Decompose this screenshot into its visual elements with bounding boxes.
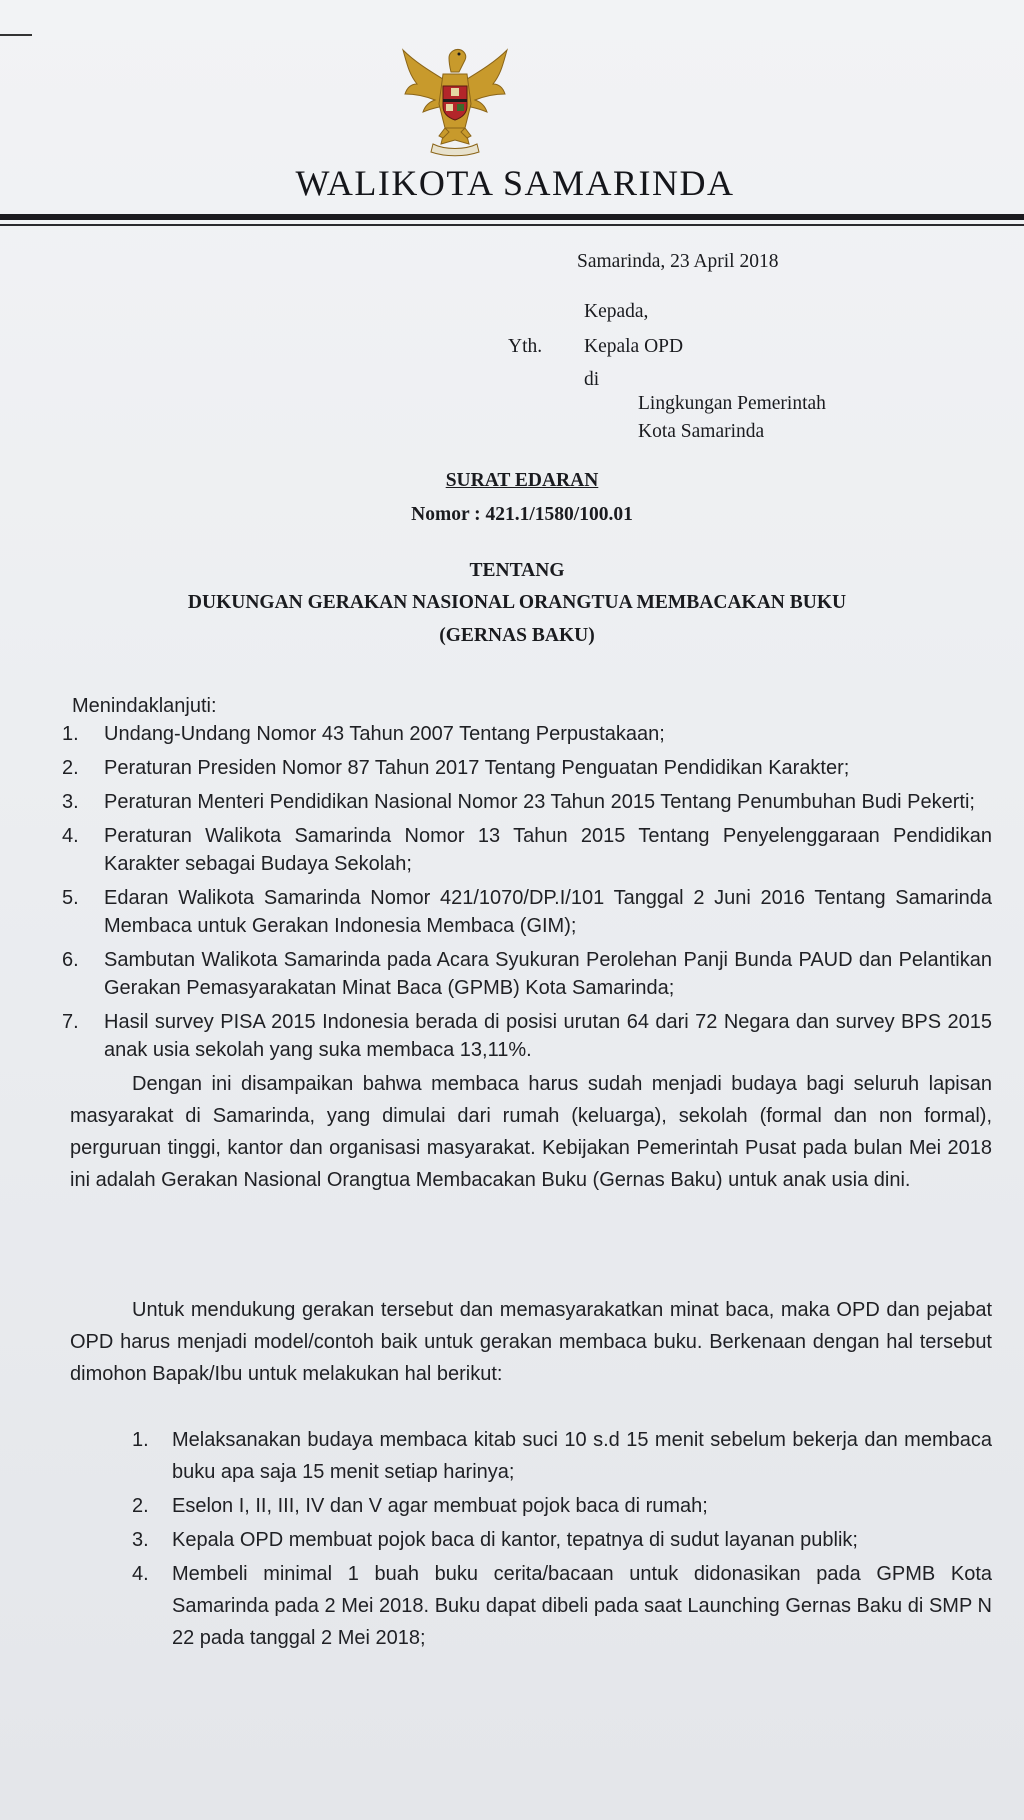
address-location-line1: Lingkungan Pemerintah — [638, 393, 826, 414]
list-item-text: Membeli minimal 1 buah buku cerita/bacaan untuk didonasikan pada GPMB Kota Samarinda pada 2 Mei 2018. Buku dapat dibeli pada saat Launching Gernas Baku di SMP N 22 pada tanggal 2 Mei 2018; — [172, 1563, 992, 1649]
list-item-text: Melaksanakan budaya membaca kitab suci 10 s.d 15 menit sebelum bekerja dan membaca buku apa saja 15 menit setiap harinya; — [172, 1429, 992, 1483]
list-item — [62, 788, 992, 816]
list-item-number: 1. — [132, 1429, 149, 1451]
list-item-number: 2. — [62, 757, 79, 779]
actions-list — [132, 1424, 992, 1656]
list-item — [132, 1524, 992, 1556]
address-di: di — [584, 369, 600, 390]
corner-mark — [0, 34, 32, 36]
list-item-number: 4. — [132, 1563, 149, 1585]
list-item — [62, 884, 992, 940]
letter-subject-line1: DUKUNGAN GERAKAN NASIONAL ORANGTUA MEMBACAKAN BUKU — [187, 592, 847, 613]
list-item — [62, 946, 992, 1002]
garuda-pancasila-emblem-icon — [395, 44, 515, 159]
considerations-intro: Menindaklanjuti: — [72, 695, 217, 717]
list-item-number: 7. — [62, 1011, 79, 1033]
list-item-number: 1. — [62, 723, 79, 745]
list-item-number: 3. — [62, 791, 79, 813]
list-item — [62, 720, 992, 748]
list-item-text: Eselon I, II, III, IV dan V agar membuat pojok baca di rumah; — [172, 1495, 708, 1517]
list-item — [132, 1490, 992, 1522]
address-yth: Yth. — [508, 336, 543, 357]
considerations-list — [62, 720, 992, 1070]
list-item-text: Peraturan Menteri Pendidikan Nasional Nomor 23 Tahun 2015 Tentang Penumbuhan Budi Pekerti; — [104, 791, 975, 813]
letter-tentang: TENTANG — [469, 560, 565, 581]
list-item-text: Sambutan Walikota Samarinda pada Acara Syukuran Perolehan Panji Bunda PAUD dan Pelantikan Gerakan Pemasyarakatan Minat Baca (GPMB) Kota Samarinda; — [104, 949, 992, 999]
address-recipient: Kepala OPD — [584, 336, 684, 357]
place-date: Samarinda, 23 April 2018 — [577, 251, 779, 272]
list-item-text: Undang-Undang Nomor 43 Tahun 2007 Tentang Perpustakaan; — [104, 723, 665, 745]
body-paragraph-2: Untuk mendukung gerakan tersebut dan memasyarakatkan minat baca, maka OPD dan pejabat OPD harus menjadi model/contoh baik untuk gerakan membaca buku. Berkenaan dengan hal tersebut dimohon Bapak/Ibu untuk melakukan hal berikut: — [70, 1299, 992, 1385]
list-item — [62, 1008, 992, 1064]
list-item — [132, 1424, 992, 1488]
list-item-number: 4. — [62, 825, 79, 847]
header-divider-thick — [0, 214, 1024, 220]
list-item-number: 6. — [62, 949, 79, 971]
letter-type: SURAT EDARAN — [445, 470, 599, 491]
letter-number: Nomor : 421.1/1580/100.01 — [411, 504, 633, 525]
list-item-number: 3. — [132, 1529, 149, 1551]
list-item-text: Peraturan Presiden Nomor 87 Tahun 2017 Tentang Penguatan Pendidikan Karakter; — [104, 757, 850, 779]
list-item-text: Hasil survey PISA 2015 Indonesia berada di posisi urutan 64 dari 72 Negara dan survey BPS 2015 anak usia sekolah yang suka membaca 13,11%. — [104, 1011, 992, 1061]
list-item-text: Kepala OPD membuat pojok baca di kantor, tepatnya di sudut layanan publik; — [172, 1529, 858, 1551]
body-paragraph-1: Dengan ini disampaikan bahwa membaca harus sudah menjadi budaya bagi seluruh lapisan masyarakat di Samarinda, yang dimulai dari rumah (keluarga), sekolah (formal dan non formal), perguruan tinggi, kantor dan organisasi masyarakat. Kebijakan Pemerintah Pusat pada bulan Mei 2018 ini adalah Gerakan Nasional Orangtua Membacakan Buku (Gernas Baku) untuk anak usia dini. — [70, 1073, 992, 1191]
list-item-number: 2. — [132, 1495, 149, 1517]
list-item-text: Peraturan Walikota Samarinda Nomor 13 Tahun 2015 Tentang Penyelenggaraan Pendidikan Karakter sebagai Budaya Sekolah; — [104, 825, 992, 875]
list-item-text: Edaran Walikota Samarinda Nomor 421/1070/DP.I/101 Tanggal 2 Juni 2016 Tentang Samarinda Membaca untuk Gerakan Indonesia Membaca (GIM); — [104, 887, 992, 937]
letter-subject-line2: (GERNAS BAKU) — [439, 625, 595, 646]
list-item-number: 5. — [62, 887, 79, 909]
page-title: WALIKOTA SAMARINDA — [295, 163, 735, 203]
list-item — [62, 754, 992, 782]
header-divider-thin — [0, 224, 1024, 226]
address-location-line2: Kota Samarinda — [638, 421, 765, 442]
list-item — [132, 1558, 992, 1654]
list-item — [62, 822, 992, 878]
address-kepada: Kepada, — [584, 301, 649, 322]
